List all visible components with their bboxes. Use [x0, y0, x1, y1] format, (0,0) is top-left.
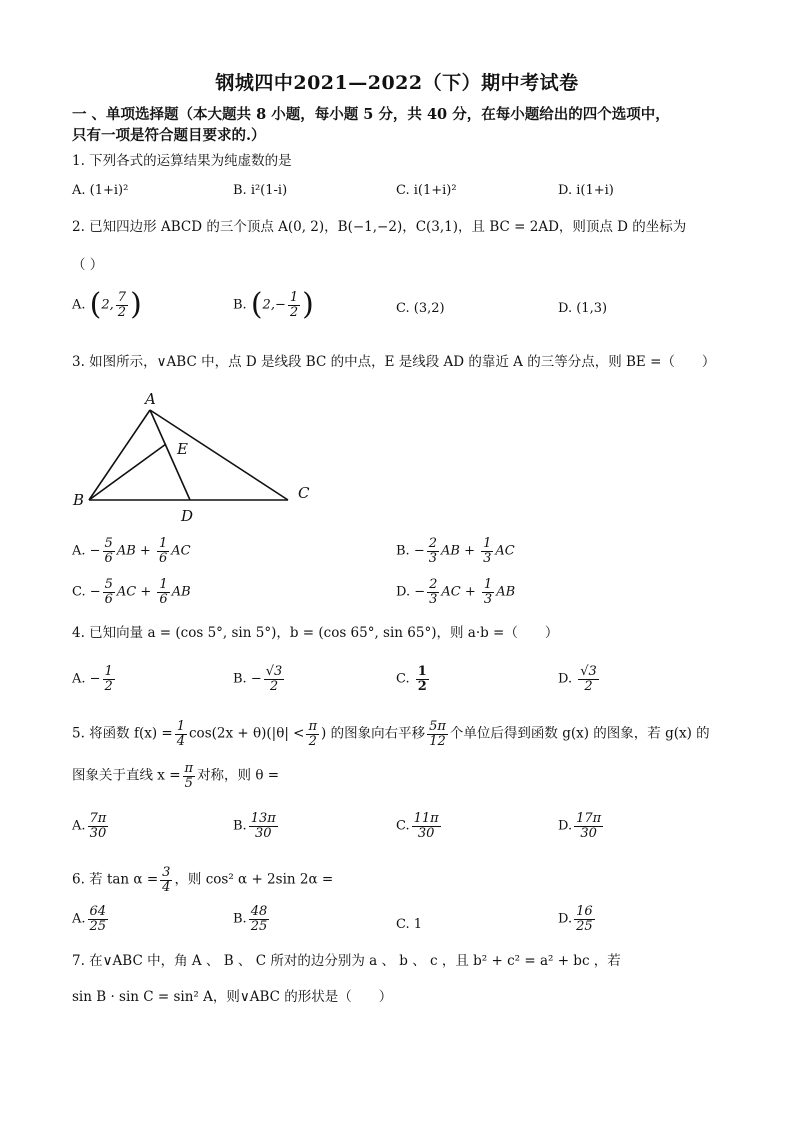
q5-b-label: B.: [233, 818, 247, 834]
q3-d-end: AB: [496, 584, 516, 600]
q5-option-c: [396, 812, 443, 840]
q5-stem-post: 个单位后得到函数 g(x) 的图象，若 g(x) 的: [449, 725, 710, 742]
q3-c-prefix: C. −: [72, 584, 101, 600]
q7-stem-line1: 7. 在∨ABC 中，角 A 、 B 、 C 所对的边分别为 a 、 b 、 c ，且 b² + c² = a² + bc ，若: [72, 953, 621, 969]
q3-d-num2: 1: [483, 577, 493, 592]
q4-c-den: 2: [417, 678, 427, 694]
q3-a-den2: 6: [158, 550, 168, 566]
q4-option-d: [558, 665, 601, 693]
q1-option-a: A. (1+i)²: [72, 183, 129, 198]
q5-option-a: [72, 812, 110, 840]
q5-bound-den: 2: [308, 733, 317, 749]
q3-a-num1: 5: [104, 536, 113, 551]
q6-option-b: [233, 905, 271, 933]
q5-stem-mid: cos(2x + θ)(|θ| <: [189, 725, 305, 742]
q2-option-b: B. (2,− $\frac{1}{2}$ ): [233, 287, 314, 322]
q6-a-num: 64: [89, 904, 107, 919]
q4-a-prefix: A. −: [72, 671, 101, 687]
q4-a-den: 2: [104, 678, 113, 694]
vertex-b-label: B: [73, 491, 85, 509]
q3-c-den1: 6: [104, 591, 113, 607]
q6-option-d: [558, 905, 597, 933]
q5-f-num: 1: [176, 719, 185, 734]
q4-d-prefix: D.: [558, 671, 577, 687]
q2-a-int: 2,: [101, 297, 114, 313]
vertex-a-label: A: [145, 390, 156, 408]
q5-line2-pre: 图象关于直线 x =: [72, 767, 181, 784]
q6-d-num: 16: [576, 904, 593, 919]
q6-den: 4: [162, 879, 171, 895]
q5-d-den: 30: [580, 825, 597, 841]
q5-a-den: 30: [89, 825, 107, 841]
q5-option-d: [558, 812, 605, 840]
q4-b-prefix: B. −: [233, 671, 262, 687]
q6-b-num: 48: [250, 904, 268, 919]
q5-line2-post: 对称，则 θ =: [197, 767, 280, 784]
q5-stem-mid2: ) 的图象向右平移: [321, 725, 426, 742]
q2-paren: （ ）: [72, 257, 104, 273]
vertex-c-label: C: [298, 484, 310, 502]
q4-d-den: 2: [584, 678, 593, 694]
q3-a-num2: 1: [158, 536, 168, 551]
q5-d-label: D.: [558, 818, 573, 834]
edge-ab: [89, 410, 150, 500]
q2-a-num: 7: [117, 289, 127, 305]
q3-stem: 3. 如图所示，∨ABC 中，点 D 是线段 BC 的中点，E 是线段 AD 的靠近 A 的三等分点，则 BE =（ ）: [72, 354, 716, 370]
q4-option-c: [396, 665, 431, 693]
q3-d-den1: 3: [429, 591, 438, 607]
q4-d-num: √3: [580, 664, 597, 679]
q2-b-int: 2,−: [262, 297, 286, 313]
section-line-2: 只有一项是符合题目要求的.）: [72, 127, 266, 144]
q5-shift-num: 5π: [429, 719, 446, 734]
q5-stem-line1: [72, 720, 710, 748]
q5-c-num: 11π: [413, 811, 439, 826]
q5-bound-num: π: [308, 719, 318, 734]
q3-a-end: AC: [171, 543, 191, 559]
point-d-label: D: [181, 507, 194, 525]
q4-c-prefix: C.: [396, 671, 414, 687]
point-e-label: E: [177, 440, 188, 458]
q6-num: 3: [162, 865, 171, 880]
q3-b-prefix: B. −: [396, 543, 425, 559]
q3-d-den2: 3: [483, 591, 493, 607]
section-line-1: 一 、单项选择题（本大题共 8 小题，每小题 5 分，共 40 分，在每小题给出的四个选项中，: [72, 106, 670, 123]
q3-a-den1: 6: [104, 550, 113, 566]
q1-option-d: D. i(1+i): [558, 183, 614, 198]
q4-b-den: 2: [269, 678, 279, 694]
q4-option-b: [233, 665, 286, 693]
q4-a-num: 1: [104, 664, 113, 679]
q1-option-b: B. i²(1-i): [233, 183, 288, 198]
page-title: 钢城四中2021—2022（下）期中考试卷: [215, 72, 579, 94]
q1-option-c: C. i(1+i)²: [396, 183, 457, 198]
q6-stem: [72, 866, 333, 894]
q6-option-c: C. 1: [396, 917, 423, 932]
q5-option-b: [233, 812, 280, 840]
q4-option-a: [72, 665, 117, 693]
q5-a-label: A.: [72, 818, 86, 834]
q6-stem-pre: 6. 若 tan α =: [72, 871, 159, 888]
q6-a-den: 25: [89, 918, 107, 934]
q5-a-num: 7π: [89, 811, 107, 826]
segment-be: [89, 444, 166, 500]
q6-stem-post: ，则 cos² α + 2sin 2α =: [174, 871, 334, 888]
q5-shift-den: 12: [429, 733, 446, 749]
q3-a-mid: AB +: [116, 543, 155, 559]
q6-a-label: A.: [72, 911, 86, 927]
q6-d-label: D.: [558, 911, 573, 927]
q3-d-prefix: D. −: [396, 584, 426, 600]
q7-stem-line2: sin B · sin C = sin² A，则∨ABC 的形状是（ ）: [72, 989, 393, 1005]
q3-option-b: [396, 537, 515, 565]
triangle-figure: [70, 388, 330, 528]
q6-d-den: 25: [576, 918, 593, 934]
q5-x-num: π: [184, 761, 194, 776]
q1-stem: 1. 下列各式的运算结果为纯虚数的是: [72, 153, 292, 169]
q5-b-num: 13π: [250, 811, 276, 826]
q5-f-den: 4: [176, 733, 185, 749]
q2-b-label: B.: [233, 297, 247, 313]
q3-c-num2: 1: [159, 577, 168, 592]
q3-b-den1: 3: [428, 550, 437, 566]
q3-d-mid: AC +: [441, 584, 480, 600]
q3-b-end: AC: [495, 543, 515, 559]
q2-option-a: A. (2, $\frac{7}{2}$ ): [72, 287, 142, 322]
q2-stem: 2. 已知四边形 ABCD 的三个顶点 A(0, 2)，B(−1,−2)，C(3,1)，且 BC = 2AD，则顶点 D 的坐标为: [72, 219, 687, 235]
q3-c-end: AB: [171, 584, 191, 600]
q4-b-num: √3: [265, 664, 283, 679]
q3-option-d: [396, 578, 515, 606]
q5-x-den: 5: [184, 775, 193, 791]
q6-b-den: 25: [250, 918, 268, 934]
q2-option-c: C. (3,2): [396, 301, 445, 316]
q5-c-den: 30: [417, 825, 435, 841]
q3-b-den2: 3: [483, 550, 492, 566]
q3-option-a: [72, 537, 191, 565]
q2-b-den: 2: [289, 304, 299, 320]
q6-b-label: B.: [233, 911, 247, 927]
q6-option-a: [72, 905, 110, 933]
q5-c-label: C.: [396, 818, 410, 834]
q3-d-num1: 2: [429, 577, 438, 592]
q2-b-num: 1: [289, 289, 299, 305]
q5-d-num: 17π: [576, 811, 602, 826]
q5-stem-line2: [72, 762, 279, 790]
q3-a-prefix: A. −: [72, 543, 101, 559]
q3-option-c: [72, 578, 191, 606]
q5-b-den: 30: [254, 825, 272, 841]
section-heading: [72, 104, 732, 146]
q3-c-num1: 5: [104, 577, 113, 592]
q3-c-den2: 6: [159, 591, 168, 607]
q5-stem-pre: 5. 将函数 f(x) =: [72, 725, 173, 742]
q3-b-mid: AB +: [441, 543, 480, 559]
q2-a-den: 2: [117, 304, 127, 320]
q3-b-num1: 2: [428, 536, 437, 551]
q4-c-num: 1: [417, 664, 427, 679]
q2-a-label: A.: [72, 297, 86, 313]
q3-c-mid: AC +: [116, 584, 156, 600]
q4-stem: 4. 已知向量 a = (cos 5°, sin 5°)，b = (cos 65°, sin 65°)，则 a·b =（ ）: [72, 625, 559, 641]
q2-option-d: D. (1,3): [558, 301, 608, 316]
q3-b-num2: 1: [483, 536, 492, 551]
